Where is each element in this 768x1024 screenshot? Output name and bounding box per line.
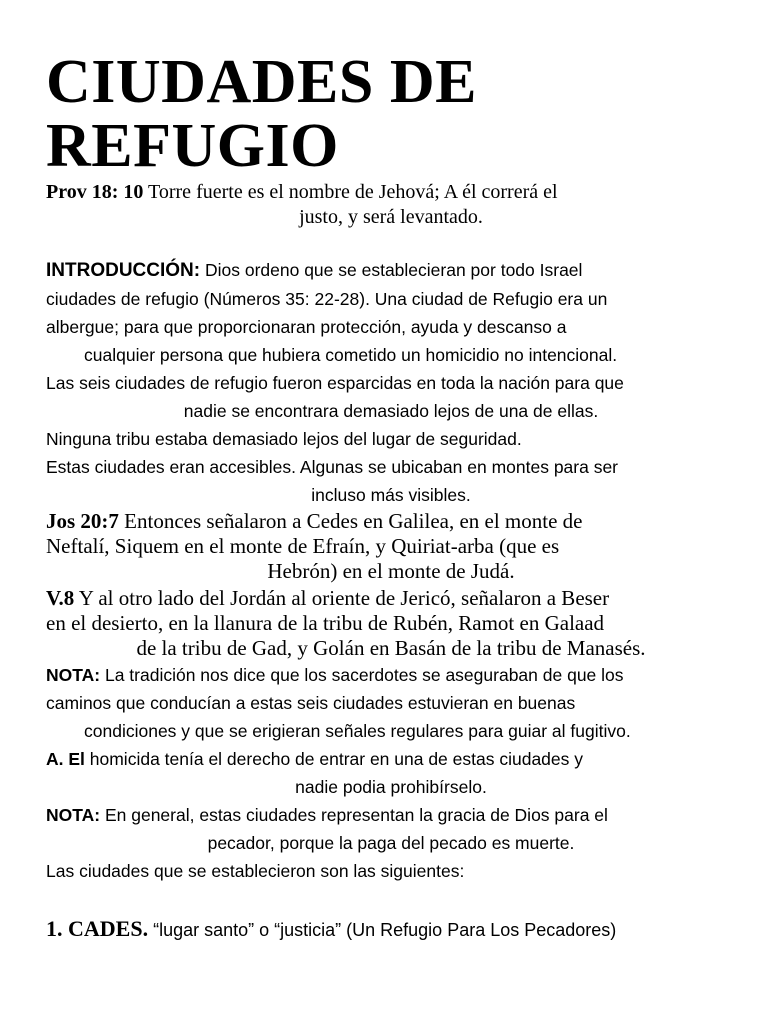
intro-line: albergue; para que proporcionaran protección, ayuda y descanso a [46,317,567,337]
title-line-2: REFUGIO [46,112,339,180]
verse-proverbs [46,180,736,230]
page-title [46,50,736,178]
v8-ref: V.8 [46,586,75,610]
intro-text: Dios ordeno que se establecieran por todo Israel [200,260,583,280]
point-a-text: homicida tenía el derecho de entrar en una de estas ciudades y [84,749,584,769]
intro-line: Estas ciudades eran accesibles. Algunas se ubicaban en montes para ser [46,457,619,477]
point-a-label: A. El [46,749,85,769]
note-2 [46,801,736,857]
v8-line: de la tribu de Gad, y Golán en Basán de la tribu de Manasés. [136,636,646,660]
point-a-line: nadie podia prohibírselo. [295,777,487,797]
verse-joshua [46,509,736,584]
point-a [46,745,736,801]
note-text: En general, estas ciudades representan la gracia de Dios para el [100,805,608,825]
note-line: pecador, porque la paga del pecado es muerte. [207,833,575,853]
intro-line: nadie se encontrara demasiado lejos de una de ellas. [183,401,599,421]
introduction [46,256,736,509]
item-label: 1. CADES. [46,916,149,941]
verse-text-line2: justo, y será levantado. [299,206,483,228]
intro-label: INTRODUCCIÓN: [46,260,201,281]
jos-line: Neftalí, Siquem en el monte de Efraín, y Quiriat-arba (que es [46,534,560,558]
note-text: La tradición nos dice que los sacerdotes se aseguraban de que los [100,665,624,685]
intro-line: incluso más visibles. [311,485,471,505]
note-label: NOTA: [46,665,101,685]
jos-ref: Jos 20:7 [46,509,119,533]
note-line: caminos que conducían a estas seis ciudades estuvieran en buenas [46,693,576,713]
intro-line: cualquier persona que hubiera cometido un homicidio no intencional. [84,345,618,365]
item-text: “lugar santo” o “justicia” (Un Refugio Para Los Pecadores) [148,920,617,940]
intro-line: Las seis ciudades de refugio fueron esparcidas en toda la nación para que [46,373,624,393]
list-intro: Las ciudades que se establecieron son las siguientes: [46,861,465,881]
v8-text: Y al otro lado del Jordán al oriente de Jericó, señalaron a Beser [74,586,610,610]
jos-line: Hebrón) en el monte de Judá. [267,559,515,583]
verse-v8 [46,586,736,661]
spacer [46,885,736,915]
intro-line: ciudades de refugio (Números 35: 22-28). Una ciudad de Refugio era un [46,289,608,309]
spacer [46,230,736,258]
note-1 [46,661,736,745]
v8-line: en el desierto, en la llanura de la tribu de Rubén, Ramot en Galaad [46,611,605,635]
verse-ref: Prov 18: 10 [46,181,144,203]
note-label: NOTA: [46,805,101,825]
intro-line: Ninguna tribu estaba demasiado lejos del lugar de seguridad. [46,429,522,449]
document-page [46,50,736,944]
note-line: condiciones y que se erigieran señales regulares para guiar al fugitivo. [84,721,631,741]
list-item-cades [46,915,736,944]
title-line-1: CIUDADES DE [46,48,477,116]
verse-text: Torre fuerte es el nombre de Jehová; A él correrá el [143,181,558,203]
jos-text: Entonces señalaron a Cedes en Galilea, en el monte de [118,509,583,533]
